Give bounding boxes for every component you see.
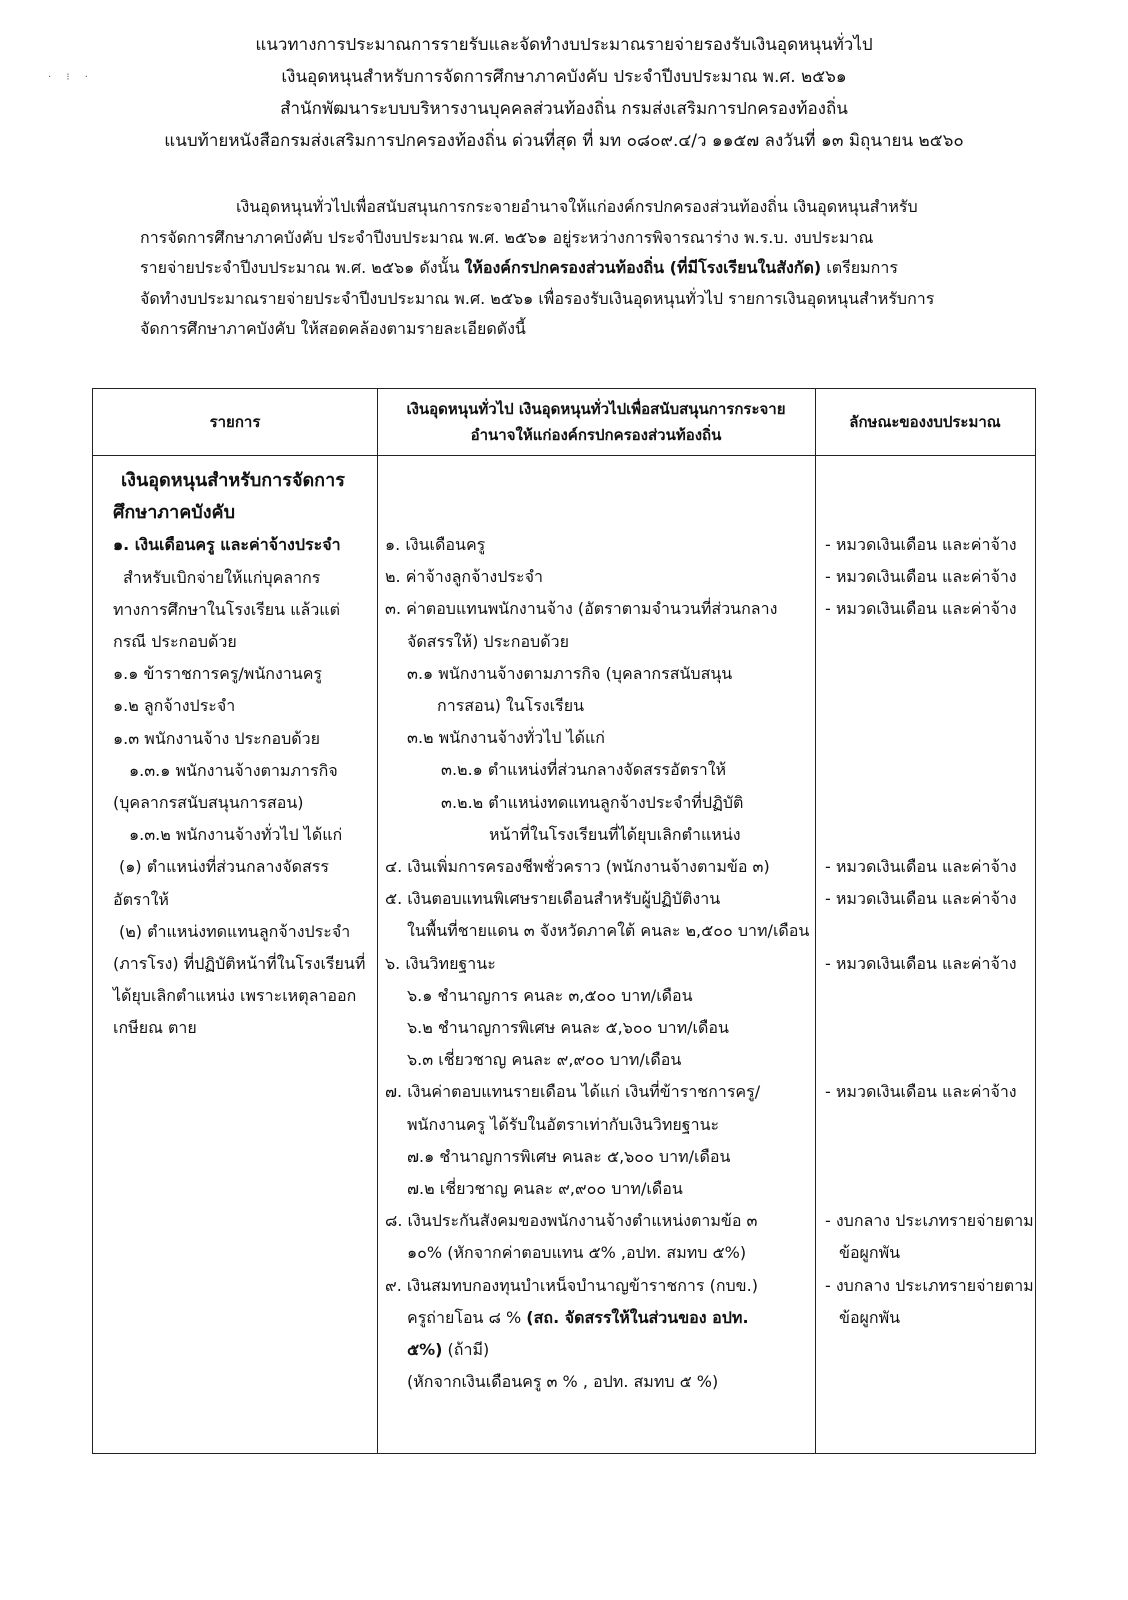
grant-text-emphasis: ๕%): [407, 1340, 443, 1360]
grant-text: ๖.๒ ชำนาญการพิเศษ คนละ ๕,๖๐๐ บาท/เดือน: [407, 1018, 729, 1038]
item-text: ๑.๓ พนักงานจ้าง ประกอบด้วย: [113, 728, 320, 748]
intro-line: เงินอุดหนุนทั่วไปเพื่อสนับสนุนการกระจายอำนาจให้แก่องค์กรปกครองส่วนท้องถิ่น เงินอุดหนุนสำหรับ: [236, 197, 918, 216]
budget-type-text: - หมวดเงินเดือน และค่าจ้าง: [825, 599, 1017, 619]
grant-text: ๘. เงินประกันสังคมของพนักงานจ้างตำแหน่งตามข้อ ๓: [385, 1211, 758, 1231]
section-title: ศึกษาภาคบังคับ: [113, 502, 235, 524]
intro-text: รายจ่ายประจำปีงบประมาณ พ.ศ. ๒๕๖๑ ดังนั้น: [140, 258, 465, 277]
item-text: สำหรับเบิกจ่ายให้แก่บุคลากร: [123, 567, 321, 587]
grant-text: ๗. เงินค่าตอบแทนรายเดือน ได้แก่ เงินที่ข้าราชการครู/: [385, 1082, 761, 1102]
grant-text: การสอน) ในโรงเรียน: [437, 696, 585, 716]
item-text: (ภารโรง) ที่ปฏิบัติหน้าที่ในโรงเรียนที่: [113, 954, 366, 974]
intro-line: จัดทำงบประมาณรายจ่ายประจำปีงบประมาณ พ.ศ. ๒๕๖๑ เพื่อรองรับเงินอุดหนุนทั่วไป รายการเงินอุดหนุนสำหรับการ: [140, 288, 935, 308]
budget-type-text: - หมวดเงินเดือน และค่าจ้าง: [825, 567, 1017, 587]
grant-text: ๓.๑ พนักงานจ้างตามภารกิจ (บุคลากรสนับสนุน: [407, 663, 733, 683]
header-line-3: สำนักพัฒนาระบบบริหารงานบุคคลส่วนท้องถิ่น กรมส่งเสริมการปกครองท้องถิ่น: [280, 99, 848, 119]
grant-text: ๓.๒.๒ ตำแหน่งทดแทนลูกจ้างประจำที่ปฏิบัติ: [441, 792, 744, 812]
column-header-budget-type: ลักษณะของงบประมาณ: [849, 413, 1001, 431]
grant-text: ในพื้นที่ชายแดน ๓ จังหวัดภาคใต้ คนละ ๒,๕๐๐ บาท/เดือน: [407, 921, 810, 941]
item-text: (บุคลากรสนับสนุนการสอน): [113, 793, 304, 813]
budget-type-column: [825, 529, 1035, 1334]
budget-type-text: - งบกลาง ประเภทรายจ่ายตาม: [825, 1275, 1034, 1295]
column-header-items: รายการ: [209, 413, 261, 431]
column-header-grant: [377, 389, 815, 455]
grant-text: ๖.๓ เชี่ยวชาญ คนละ ๙,๙๐๐ บาท/เดือน: [407, 1050, 682, 1070]
budget-type-text: ข้อผูกพัน: [839, 1243, 901, 1263]
header-line-1: แนวทางการประมาณการรายรับและจัดทำงบประมาณรายจ่ายรองรับเงินอุดหนุนทั่วไป: [255, 35, 873, 55]
grant-text: ๗.๑ ชำนาญการพิเศษ คนละ ๕,๖๐๐ บาท/เดือน: [407, 1146, 731, 1166]
intro-line: จัดการศึกษาภาคบังคับ ให้สอดคล้องตามรายละเอียดดังนี้: [140, 319, 526, 338]
section-title: เงินอุดหนุนสำหรับการจัดการ: [121, 470, 345, 491]
grant-text-emphasis: (สถ. จัดสรรให้ในส่วนของ อปท.: [526, 1307, 749, 1327]
grant-text: ๖.๑ ชำนาญการ คนละ ๓,๕๐๐ บาท/เดือน: [407, 985, 693, 1005]
intro-text: เตรียมการ: [821, 258, 898, 277]
grant-text: ๖. เงินวิทยฐานะ: [385, 953, 496, 973]
budget-type-text: - งบกลาง ประเภทรายจ่ายตาม: [825, 1211, 1034, 1231]
intro-line: [140, 253, 1002, 284]
grant-text: ๑๐% (หักจากค่าตอบแทน ๕% ,อปท. สมทบ ๕%): [407, 1243, 747, 1263]
item-text: กรณี ประกอบด้วย: [113, 632, 237, 652]
budget-type-text: - หมวดเงินเดือน และค่าจ้าง: [825, 889, 1017, 909]
item-text: ได้ยุบเลิกตำแหน่ง เพราะเหตุลาออก: [113, 986, 357, 1006]
budget-type-text: - หมวดเงินเดือน และค่าจ้าง: [825, 953, 1017, 973]
spacer: [825, 980, 1035, 1077]
item-text: ๑.๑ ข้าราชการครู/พนักงานครู: [113, 664, 322, 684]
grant-column: [385, 529, 813, 1398]
grant-text: ๕. เงินตอบแทนพิเศษรายเดือนสำหรับผู้ปฏิบัติงาน: [385, 889, 721, 909]
grant-text: ๓.๒ พนักงานจ้างทั่วไป ได้แก่: [407, 728, 605, 748]
header-divider: [93, 455, 1035, 456]
grant-text: (หักจากเงินเดือนครู ๓ % , อปท. สมทบ ๕ %): [407, 1372, 719, 1392]
grant-text: ๙. เงินสมทบกองทุนบำเหน็จบำนาญข้าราชการ (กบข.): [385, 1275, 758, 1295]
budget-type-text: - หมวดเงินเดือน และค่าจ้าง: [825, 857, 1017, 876]
intro-paragraph: [140, 192, 1002, 345]
header-text: อำนาจให้แก่องค์กรปกครองส่วนท้องถิ่น: [470, 426, 722, 444]
item-text: (๑) ตำแหน่งที่ส่วนกลางจัดสรร: [119, 857, 329, 877]
spacer: [825, 915, 1035, 947]
grant-text: [385, 1302, 813, 1334]
intro-emphasis: ให้องค์กรปกครองส่วนท้องถิ่น (ที่มีโรงเรียนในสังกัด): [464, 258, 822, 277]
spacer: [825, 1109, 1035, 1206]
budget-type-text: - หมวดเงินเดือน และค่าจ้าง: [825, 535, 1017, 554]
column-divider: [815, 389, 816, 1453]
grant-text-part: ครูถ่ายโอน ๘ %: [407, 1307, 527, 1327]
grant-text: ๗.๒ เชี่ยวชาญ คนละ ๙,๙๐๐ บาท/เดือน: [407, 1179, 683, 1199]
item-text: เกษียณ ตาย: [113, 1018, 197, 1038]
header-text: เงินอุดหนุนทั่วไป เงินอุดหนุนทั่วไปเพื่อสนับสนุนการกระจาย: [406, 400, 786, 418]
scan-specks: · ⁝ ·: [48, 72, 94, 83]
grant-text: ๔. เงินเพิ่มการครองชีพชั่วคราว (พนักงานจ้างตามข้อ ๓): [385, 857, 770, 877]
spacer: [825, 626, 1035, 851]
header-line-2: เงินอุดหนุนสำหรับการจัดการศึกษาภาคบังคับ ประจำปีงบประมาณ พ.ศ. ๒๕๖๑: [281, 67, 847, 87]
grant-text: ๓. ค่าตอบแทนพนักงานจ้าง (อัตราตามจำนวนที่ส่วนกลาง: [385, 599, 778, 619]
grant-text: พนักงานครู ได้รับในอัตราเท่ากับเงินวิทยฐานะ: [407, 1114, 720, 1134]
grant-text: จัดสรรให้) ประกอบด้วย: [407, 631, 569, 651]
grant-text: ๑. เงินเดือนครู: [385, 535, 486, 554]
column-divider: [377, 389, 378, 1453]
item-text: ๑.๓.๑ พนักงานจ้างตามภารกิจ: [129, 760, 338, 780]
intro-line: การจัดการศึกษาภาคบังคับ ประจำปีงบประมาณ พ.ศ. ๒๕๖๑ อยู่ระหว่างการพิจารณาร่าง พ.ร.บ. งบประมาณ: [140, 227, 874, 247]
budget-table: [92, 388, 1036, 1454]
item-text: (๒) ตำแหน่งทดแทนลูกจ้างประจำ: [119, 921, 351, 941]
item-text: ๑.๒ ลูกจ้างประจำ: [113, 696, 236, 716]
item-text: ๑.๓.๒ พนักงานจ้างทั่วไป ได้แก่: [129, 825, 343, 845]
grant-text-part: (ถ้ามี): [442, 1340, 490, 1360]
budget-type-text: - หมวดเงินเดือน และค่าจ้าง: [825, 1082, 1017, 1102]
item-text: ทางการศึกษาในโรงเรียน แล้วแต่: [113, 599, 340, 619]
grant-text: [385, 1334, 813, 1366]
grant-text: ๒. ค่าจ้างลูกจ้างประจำ: [385, 567, 543, 587]
item-heading: ๑. เงินเดือนครู และค่าจ้างประจำ: [113, 535, 341, 555]
header-line-4: แนบท้ายหนังสือกรมส่งเสริมการปกครองท้องถิ่น ด่วนที่สุด ที่ มท ๐๘๐๙.๔/ว ๑๑๕๗ ลงวันที่ ๑๓ มิถุนายน ๒๕๖๐: [164, 131, 964, 151]
items-column: [113, 465, 375, 1045]
budget-type-text: ข้อผูกพัน: [839, 1307, 901, 1327]
grant-text: หน้าที่ในโรงเรียนที่ได้ยุบเลิกตำแหน่ง: [489, 824, 741, 844]
grant-text: ๓.๒.๑ ตำแหน่งที่ส่วนกลางจัดสรรอัตราให้: [441, 760, 727, 780]
item-text: อัตราให้: [113, 889, 169, 909]
